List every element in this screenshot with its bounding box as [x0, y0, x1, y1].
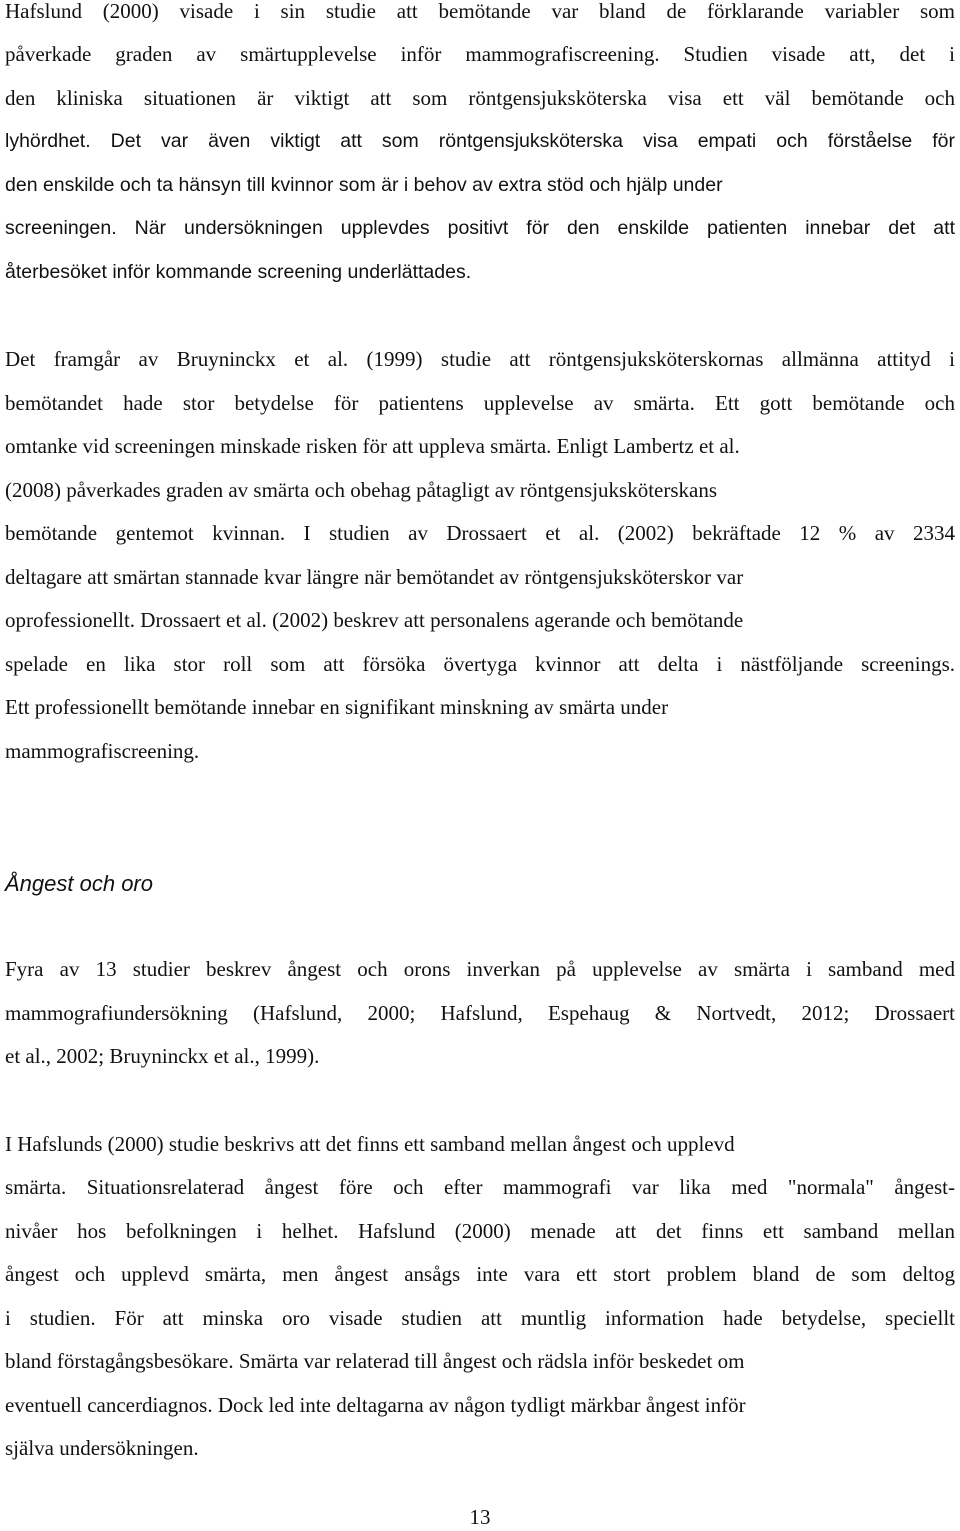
text-line: bemötande gentemot kvinnan. I studien av Drossaert et al. (2002) bekräftade 12 % av 2334 [5, 521, 955, 545]
text-line: omtanke vid screeningen minskade risken för att uppleva smärta. Enligt Lambertz et al. [5, 434, 740, 458]
text-line: lyhördhet. Det var även viktigt att som röntgensjuksköterska visa empati och förståelse för [5, 130, 955, 152]
text-line: ångest och upplevd smärta, men ångest ansågs inte vara ett stort problem bland de som deltog [5, 1262, 955, 1286]
text-line: spelade en lika stor roll som att försöka övertyga kvinnor att delta i nästföljande screenings. [5, 652, 955, 676]
text-line: bland förstagångsbesökare. Smärta var relaterad till ångest och rädsla inför beskedet om [5, 1349, 745, 1373]
text-line: deltagare att smärtan stannade kvar längre när bemötandet av röntgensjuksköterskor var [5, 565, 744, 589]
page-number: 13 [469, 1505, 491, 1529]
text-line: screeningen. När undersökningen upplevdes positivt för den enskilde patienten innebar det att [5, 217, 955, 239]
text-line: den enskilde och ta hänsyn till kvinnor som är i behov av extra stöd och hjälp under [5, 174, 723, 196]
text-line: i studien. För att minska oro visade studien att muntlig information hade betydelse, speciellt [5, 1306, 955, 1330]
text-line: den kliniska situationen är viktigt att som röntgensjuksköterska visa ett väl bemötande och [5, 86, 955, 110]
text-line: et al., 2002; Bruyninckx et al., 1999). [5, 1044, 320, 1068]
text-line: återbesöket inför kommande screening underlättades. [5, 261, 472, 283]
text-line: Fyra av 13 studier beskrev ångest och orons inverkan på upplevelse av smärta i samband med [5, 957, 955, 981]
text-line: (2008) påverkades graden av smärta och obehag påtagligt av röntgensjuksköterskans [5, 478, 718, 502]
text-line: mammografiscreening. [5, 739, 200, 763]
text-line: Ett professionellt bemötande innebar en signifikant minskning av smärta under [5, 695, 669, 719]
text-line: oprofessionellt. Drossaert et al. (2002) beskrev att personalens agerande och bemötande [5, 608, 744, 632]
text-line: nivåer hos befolkningen i helhet. Hafslund (2000) menade att det finns ett samband mellan [5, 1219, 955, 1243]
text-line: I Hafslunds (2000) studie beskrivs att det finns ett samband mellan ångest och upplevd [5, 1132, 735, 1156]
text-line: mammografiundersökning (Hafslund, 2000; Hafslund, Espehaug & Nortvedt, 2012; Drossaert [5, 1001, 955, 1025]
text-line: Hafslund (2000) visade i sin studie att bemötande var bland de förklarande variabler som [5, 0, 955, 23]
text-line: smärta. Situationsrelaterad ångest före och efter mammografi var lika med "normala" ångest- [5, 1175, 955, 1199]
section-heading: Ångest och oro [5, 871, 153, 896]
text-line: Det framgår av Bruyninckx et al. (1999) studie att röntgensjuksköterskornas allmänna attityd i [5, 347, 955, 371]
text-line: själva undersökningen. [5, 1436, 199, 1460]
text-line: eventuell cancerdiagnos. Dock led inte deltagarna av någon tydligt märkbar ångest inför [5, 1393, 746, 1417]
text-line: påverkade graden av smärtupplevelse inför mammografiscreening. Studien visade att, det i [5, 42, 955, 66]
text-line: bemötandet hade stor betydelse för patientens upplevelse av smärta. Ett gott bemötande och [5, 391, 955, 415]
